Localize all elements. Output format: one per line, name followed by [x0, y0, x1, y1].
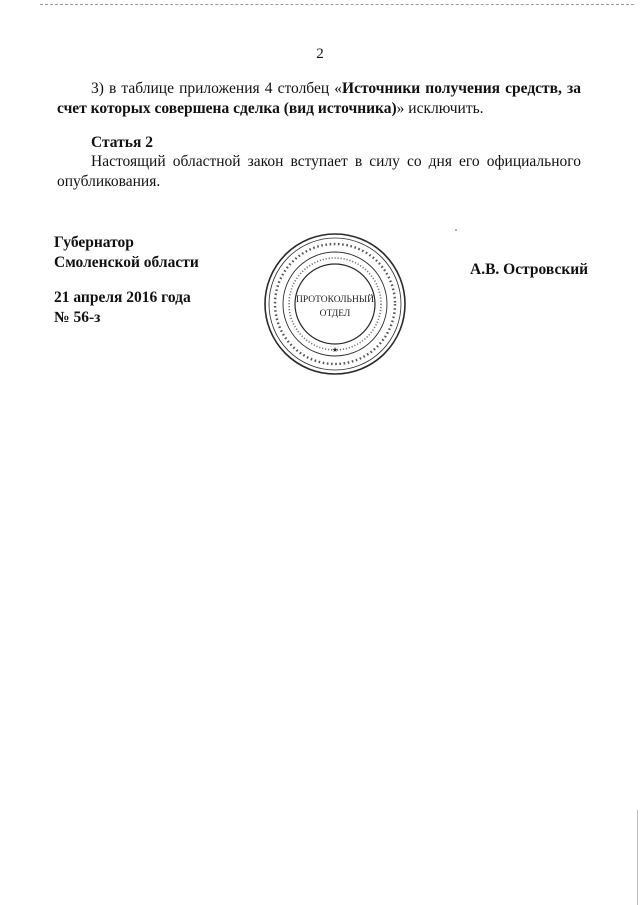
seal-center-line2: ОТДЕЛ: [319, 309, 351, 319]
seal-center-line1: ПРОТОКОЛЬНЫЙ: [295, 295, 375, 305]
scan-top-rule: [40, 4, 634, 5]
scan-right-edge: [637, 810, 638, 905]
paragraph-item-3-bold: Источники получения средств, за счет которых совершена сделка (вид источника): [57, 80, 582, 117]
scan-speck: [455, 229, 457, 231]
official-seal-stamp: [262, 231, 408, 377]
law-number: № 56-з: [54, 309, 101, 326]
signature-block: [54, 233, 199, 328]
signatory-title-line1: Губернатор: [54, 234, 134, 251]
signing-date: 21 апреля 2016 года: [54, 289, 191, 306]
seal-star-icon: ★: [331, 346, 339, 354]
paragraph-item-3-prefix: 3) в таблице приложения 4 столбец «: [91, 80, 343, 97]
page-number: 2: [316, 46, 324, 62]
signatory-title-line2: Смоленской области: [54, 254, 199, 271]
paragraph-item-3: [57, 79, 581, 119]
article-text: Настоящий областной закон вступает в силу со дня его официального опубликования.: [57, 153, 581, 190]
article-heading: Статья 2: [91, 134, 153, 151]
signatory-name: А.В. Островский: [470, 261, 589, 278]
paragraph-item-3-suffix: » исключить.: [396, 100, 484, 117]
